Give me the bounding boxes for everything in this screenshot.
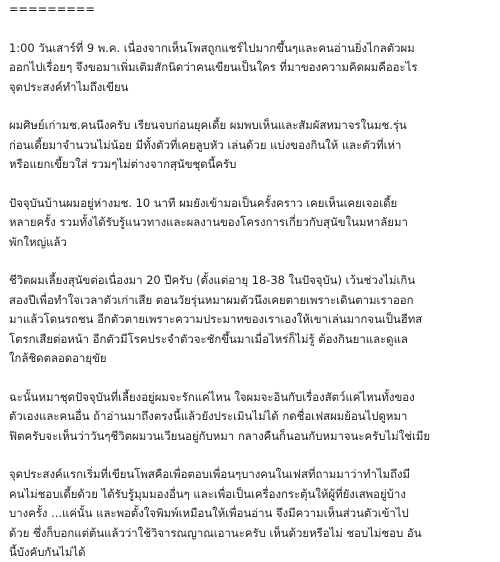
paragraph-love-for-dogs: [9, 388, 498, 446]
paragraph-line: หรือแยกเขี้ยวใส่ รวมๆไม่ต่างจากสุนัขชุดนี้ครับ: [9, 157, 237, 172]
paragraph-line: 1:00 วันเสาร์ที่ 9 พ.ค. เนื่องจากเห็นโพสถูกแชร์ไปมากขึ้นๆและคนอ่านยิ่งไกลตัวผม: [9, 40, 415, 55]
paragraph-line: ฉะนั้นหมาชุดปัจจุบันที่เลี้ยงอยู่ผมจะรักแค่ไหน ใจผมจะอินกับเรื่องสัตว์แค่ไหนทั้งของ: [9, 389, 415, 404]
paragraph-line: จุดประสงค์ทำไมถึงเขียน: [9, 79, 129, 94]
paragraph-dog-history: [9, 271, 498, 368]
paragraph-line: ใกล้ชิดตลอดอายุขัย: [9, 351, 107, 366]
paragraph-line: คนไม่ชอบเดี้ยด้วย ได้รับรู้มุมมองอื่นๆ และเพื่อเป็นเครื่องกระตุ้นให้ผู้ที่ยังเสพอยู่บ้าง: [9, 486, 406, 501]
paragraph-intro: [9, 39, 498, 97]
paragraph-gap: [9, 252, 498, 271]
paragraph-current-home: [9, 194, 498, 252]
paragraph-line: มาแล้วโดนรถชน อีกตัวตายเพราะความประมาทของเราเองให้เขาเล่นมากจนเป็นฮีทส: [9, 312, 423, 327]
paragraph-gap: [9, 175, 498, 194]
paragraph-gap: [9, 97, 498, 116]
paragraph-line: พักใหญ่แล้ว: [9, 234, 67, 249]
paragraph-alumni: [9, 116, 498, 174]
paragraph-line: ก่อนเดี้ยมาจำนวนไม่น้อย มีทั้งตัวที่เคยลูบหัว เล่นด้วย แบ่งของกินให้ และตัวที่เห่า: [9, 137, 402, 152]
separator-line: [9, 0, 498, 19]
paragraph-line: ตัวเองและคนอื่น ถ้าอ่านมาถึงตรงนี้แล้วยังประเมินไม่ได้ กดชื่อเฟสผมย้อนไปดูหมา: [9, 409, 408, 424]
paragraph-line: ปัจจุบันบ้านผมอยู่ห่างมช. 10 นาที ผมยังเข้ามอเป็นครั้งคราว เคยเห็นเคยเจอเดี้ย: [9, 195, 398, 210]
paragraph-gap: [9, 19, 498, 38]
separator: =========: [9, 2, 95, 16]
paragraph-line: ด้วย ซึ่งก็บอกแต่ต้นแล้วว่าใช้วิจารณญาณเอานะครับ เห็นด้วยหรือไม่ ชอบไม่ชอบ อัน: [9, 525, 422, 540]
paragraph-line: ฟิตครับจะเห็นว่าวันๆชีวิตผมวนเวียนอยู่กับหมา กลางคืนก็นอนกับหมาจนะครับไม่ใช่เมีย: [9, 428, 431, 443]
paragraph-line: ออกไปเรื่อยๆ จึงขอมาเพิ่มเติมสักนิดว่าคนเขียนเป็นใคร ที่มาของความคิดผมคืออะไร: [9, 60, 418, 75]
paragraph-line: นี้บังคับกันไม่ได้: [9, 544, 86, 559]
paragraph-purpose: [9, 465, 498, 562]
paragraph-line: สองปีเพื่อทำใจเวลาตัวเก่าเสีย ตอนวัยรุ่นหมาผมตัวนึงเคยตายเพราะเดินตามเราออก: [9, 292, 414, 307]
paragraph-gap: [9, 446, 498, 465]
paragraph-line: โตรกเสียต่อหน้า อีกตัวมีโรคประจำตัวจะชักขึ้นมาเมื่อไหร่ก็ไม่รู้ ต้องกินยาและดูแล: [9, 331, 408, 346]
paragraph-line: บางครั้ง ...แค่นั้น และพอตั้งใจพิมพ์เหมือนให้เพื่อนอ่าน จึงมีความเห็นส่วนตัวเข้าไป: [9, 506, 409, 521]
paragraph-gap: [9, 368, 498, 387]
paragraph-line: ชีวิตผมเลี้ยงสุนัขต่อเนื่องมา 20 ปีครับ (ตั้งแต่อายุ 18-38 ในปัจจุบัน) เว้นช่วงไม่เกิน: [9, 273, 416, 288]
paragraph-line: หลายครั้ง รวมทั้งได้รับรู้แนวทางและผลงานของโครงการเกี่ยวกับสุนัขในมหาลัยมา: [9, 215, 408, 230]
paragraph-line: ผมศิษย์เก่ามช.คนนึงครับ เรียนจบก่อนยุคเดี้ย ผมพบเห็นและสัมผัสหมาจรในมช.รุ่น: [9, 118, 407, 133]
paragraph-line: จุดประสงค์แรกเริ่มที่เขียนโพสคือเพื่อตอบเพื่อนๆบางคนในเฟสที่ถามมาว่าทำไมถึงมี: [9, 467, 411, 482]
